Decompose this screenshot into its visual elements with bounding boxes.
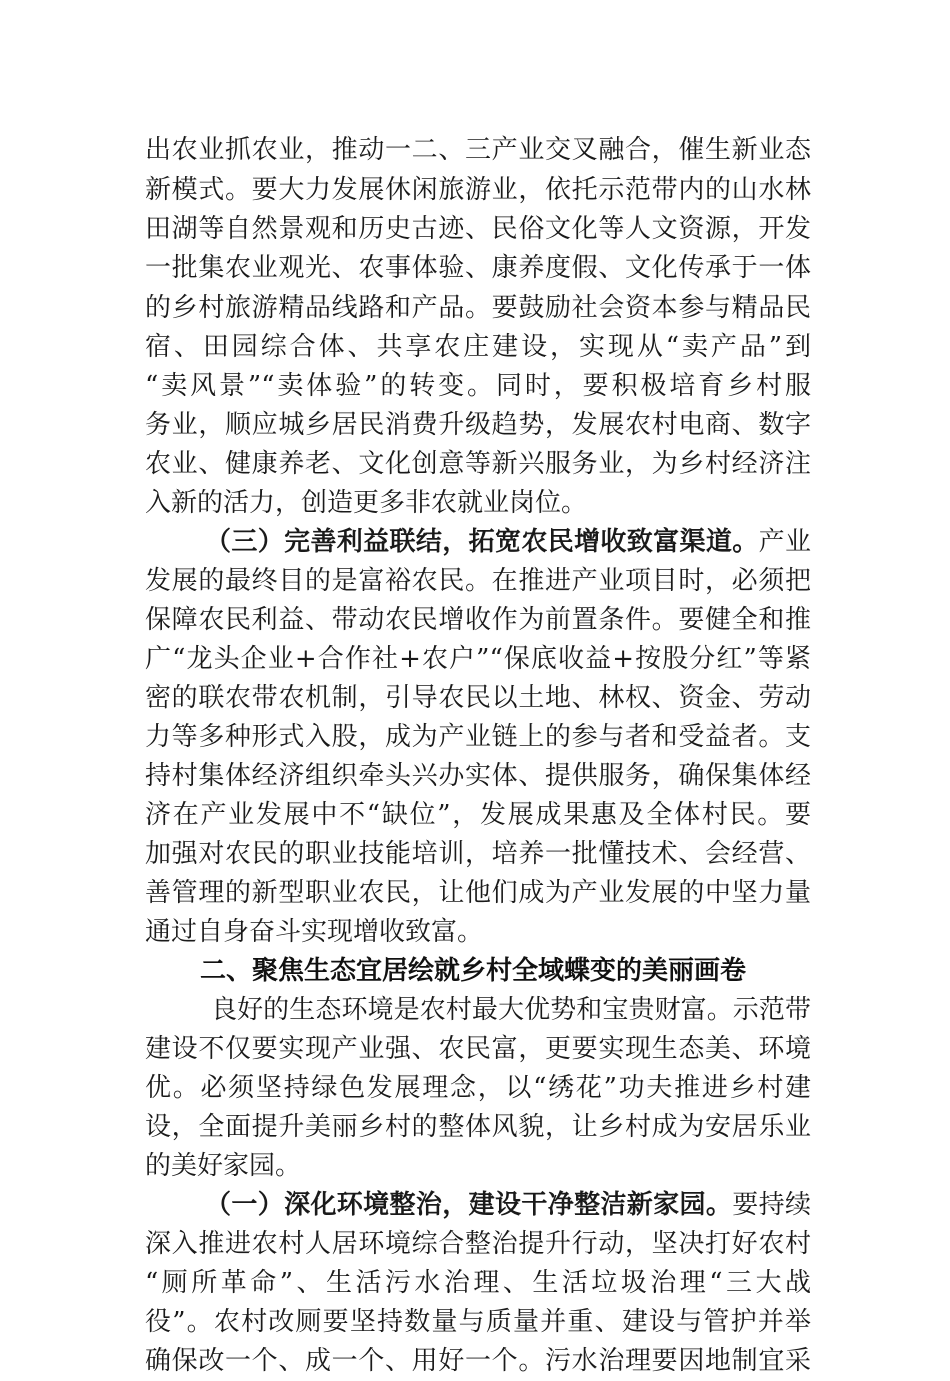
body-text-line: 通过自身奋斗实现增收致富。	[145, 917, 484, 947]
body-text-line: 深入推进农村人居环境综合整治提升行动，坚决打好农村	[145, 1229, 811, 1259]
body-text-line: 良好的生态环境是农村最大优势和宝贵财富。示范带	[211, 995, 811, 1025]
body-text-line: 出农业抓农业，推动一二、三产业交叉融合，催生新业态	[145, 135, 811, 165]
body-text-line: “厕所革命”、生活污水治理、生活垃圾治理“三大战	[145, 1268, 811, 1298]
body-text-line: 务业，顺应城乡居民消费升级趋势，发展农村电商、数字	[145, 410, 811, 440]
body-text-line: 保障农民利益、带动农民增收作为前置条件。要健全和推	[145, 605, 811, 635]
body-text-line: 役”。农村改厕要坚持数量与质量并重、建设与管护并举	[145, 1307, 811, 1337]
body-text-line: 善管理的新型职业农民，让他们成为产业发展的中坚力量	[145, 878, 811, 908]
body-text-line: 宿、田园综合体、共享农庄建设，实现从“卖产品”到	[145, 332, 811, 362]
body-text-line: 力等多种形式入股，成为产业链上的参与者和受益者。支	[145, 722, 811, 752]
section3-line	[205, 522, 811, 562]
body-text-line: 田湖等自然景观和历史古迹、民俗文化等人文资源，开发	[145, 214, 811, 244]
body-text-line: 建设不仅要实现产业强、农民富，更要实现生态美、环境	[145, 1034, 811, 1064]
section3-subheading: （三）完善利益联结，拓宽农民增收致富渠道。	[205, 527, 759, 557]
body-text-line: 入新的活力，创造更多非农就业岗位。	[145, 488, 588, 518]
body-text-line: 优。必须坚持绿色发展理念，以“绣花”功夫推进乡村建	[145, 1073, 811, 1103]
body-text-line: 发展的最终目的是富裕农民。在推进产业项目时，必须把	[145, 566, 811, 596]
section3-text: 产业	[758, 527, 811, 557]
body-text-line: 持村集体经济组织牵头兴办实体、提供服务，确保集体经	[145, 761, 811, 791]
body-text-line: 农业、健康养老、文化创意等新兴服务业，为乡村经济注	[145, 449, 811, 479]
body-text-line: 确保改一个、成一个、用好一个。污水治理要因地制宜采	[145, 1346, 811, 1376]
body-text-line: “卖风景”“卖体验”的转变。同时，要积极培育乡村服	[145, 371, 811, 401]
body-text-line: 济在产业发展中不“缺位”，发展成果惠及全体村民。要	[145, 800, 811, 830]
body-text-line: 新模式。要大力发展休闲旅游业，依托示范带内的山水林	[145, 175, 811, 205]
section-heading: 二、聚焦生态宜居绘就乡村全域蝶变的美丽画卷	[200, 956, 747, 986]
body-text-line: 一批集农业观光、农事体验、康养度假、文化传承于一体	[145, 253, 811, 283]
section1-subheading: （一）深化环境整治，建设干净整洁新家园。	[205, 1190, 733, 1220]
section1-line	[205, 1185, 811, 1225]
body-text-line: 的美好家园。	[145, 1151, 302, 1181]
body-text-line: 设，全面提升美丽乡村的整体风貌，让乡村成为安居乐业	[145, 1112, 811, 1142]
section1-text: 要持续	[732, 1190, 811, 1220]
body-text-line: 的乡村旅游精品线路和产品。要鼓励社会资本参与精品民	[145, 293, 811, 323]
body-text-line: 密的联农带农机制，引导农民以土地、林权、资金、劳动	[145, 683, 811, 713]
body-text-line: 广“龙头企业+合作社+农户”“保底收益+按股分红”等紧	[145, 644, 811, 674]
body-text-line: 加强对农民的职业技能培训，培养一批懂技术、会经营、	[145, 839, 811, 869]
